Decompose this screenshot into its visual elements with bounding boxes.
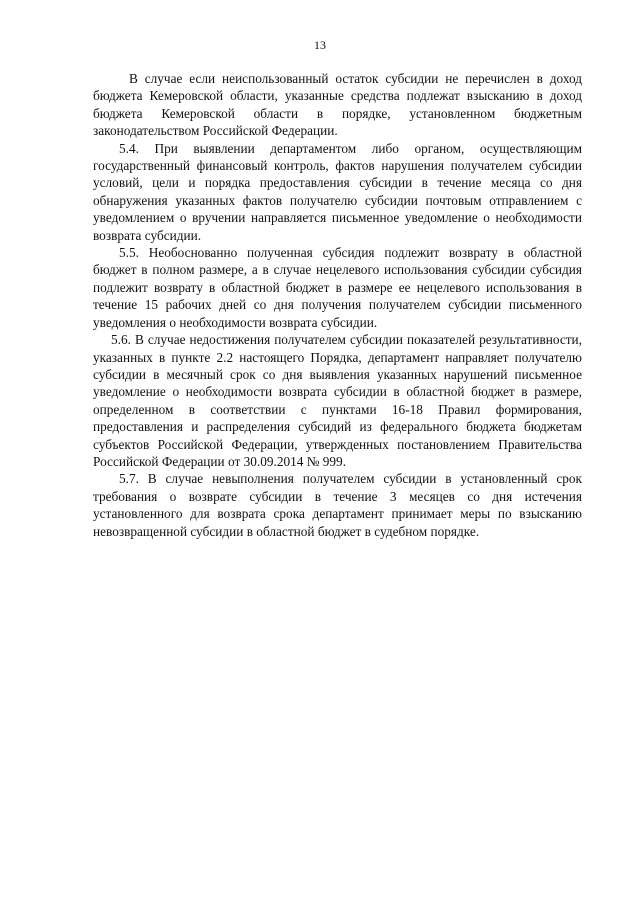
paragraph-5-4: 5.4. При выявлении департаментом либо органом, осуществляющим государственный финансовый контроль, фактов нарушения получателем субсидии условий, цели и порядка предоставления субсидии в течение месяца со дня обнаружения указанных фактов получателю субсидии почтовым отправлением с уведомлением о вручении направляется письменное уведомление о необходимости возврата субсидии. (93, 140, 582, 243)
paragraph-5-5: 5.5. Необоснованно полученная субсидия подлежит возврату в областной бюджет в полном размере, а в случае нецелевого использования субсидии субсидия подлежит возврату в областной бюджет в размере ее нецелевого использования в течение 15 рабочих дней со дня получения получателем субсидии письменного уведомления о необходимости возврата субсидии. (93, 245, 582, 330)
paragraph-5-7: 5.7. В случае невыполнения получателем субсидии в установленный срок требования о возврате субсидии в течение 3 месяцев со дня истечения установленного для возврата срока департамент принимает меры по взысканию невозвращенной субсидии в областной бюджет в судебном порядке. (93, 471, 582, 539)
page-number: 13 (314, 38, 326, 52)
document-body (93, 70, 582, 540)
paragraph-5-6: 5.6. В случае недостижения получателем субсидии показателей результативности, указанных в пункте 2.2 настоящего Порядка, департамент направляет получателю субсидии в месячный срок со дня выявления указанных нарушений письменное уведомление о необходимости возврата субсидии в областной бюджет в размере, определенном в соответствии с пунктами 16-18 Правил формирования, предоставления и распределения субсидий из федерального бюджета бюджетам субъектов Российской Федерации, утвержденных постановлением Правительства Российской Федерации от 30.09.2014 № 999. (93, 332, 582, 469)
paragraph-unreturned-balance: В случае если неиспользованный остаток субсидии не перечислен в доход бюджета Кемеровской области, указанные средства подлежат взысканию в доход бюджета Кемеровской области в порядке, установленном бюджетным законодательством Российской Федерации. (93, 71, 582, 139)
